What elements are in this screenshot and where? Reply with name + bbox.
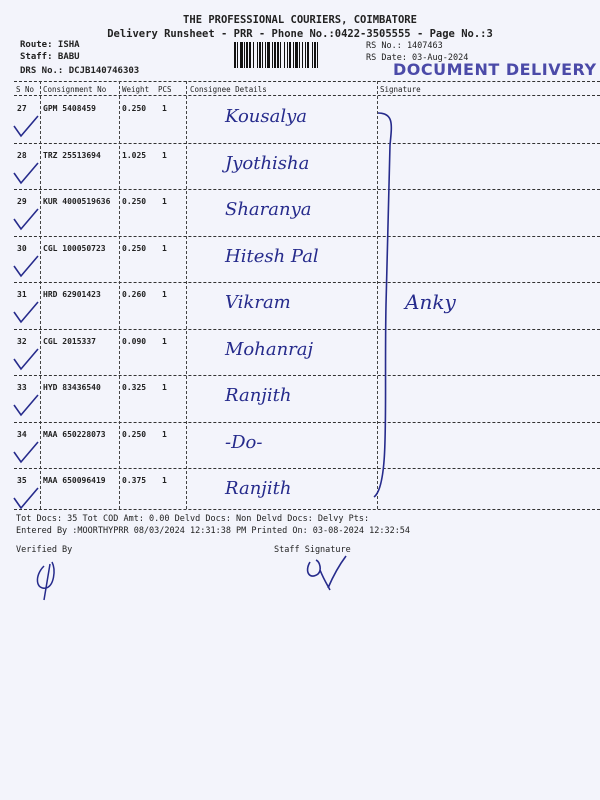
row-consignee-name: Ranjith xyxy=(225,385,292,406)
staff-label: Staff: BABU xyxy=(20,52,80,62)
col-divider xyxy=(186,81,187,509)
staff-signature-label: Staff Signature xyxy=(274,545,351,555)
row-consignee-name: Hitesh Pal xyxy=(225,245,319,267)
row-consignee-name: Sharanya xyxy=(225,199,312,220)
row-consignment-no: MAA 650228073 xyxy=(43,429,106,439)
document-delivery-stamp: DOCUMENT DELIVERY xyxy=(393,60,597,79)
row-sno: 28 xyxy=(17,150,27,160)
row-sno: 32 xyxy=(17,336,27,346)
row-consignment-no: GPM 5408459 xyxy=(43,104,96,113)
barcode-bar xyxy=(318,42,320,68)
row-consignment-no: HRD 62901423 xyxy=(43,290,101,299)
row-weight: 1.025 xyxy=(122,150,147,160)
verifier-signature xyxy=(30,556,70,604)
row-consignee-name: Ranjith xyxy=(225,478,292,499)
row-consignment-no: TRZ 25513694 xyxy=(43,150,101,160)
row-consignee-name: Mohanraj xyxy=(225,338,314,360)
row-weight: 0.325 xyxy=(122,383,147,392)
company-title: THE PROFESSIONAL COURIERS, COIMBATORE xyxy=(183,14,417,26)
row-pcs: 1 xyxy=(162,150,167,160)
tick-icon xyxy=(10,393,42,419)
row-sno: 30 xyxy=(17,243,27,253)
row-pcs: 1 xyxy=(162,197,167,206)
col-divider xyxy=(119,81,120,509)
signature-bracket xyxy=(360,105,410,505)
tick-icon xyxy=(10,440,42,466)
row-pcs: 1 xyxy=(162,336,167,346)
row-pcs: 1 xyxy=(162,290,167,299)
row-separator xyxy=(14,422,600,423)
tick-icon xyxy=(10,161,42,187)
header-bottom-rule xyxy=(14,95,600,96)
col-weight: Weight xyxy=(122,85,150,94)
row-separator xyxy=(14,189,600,190)
row-pcs: 1 xyxy=(162,429,167,439)
row-weight: 0.250 xyxy=(122,104,147,113)
barcode xyxy=(234,42,362,68)
tick-icon xyxy=(10,254,42,280)
col-signature: Signature xyxy=(380,85,421,94)
tick-icon xyxy=(10,300,42,326)
row-sno: 31 xyxy=(17,290,27,299)
row-sno: 35 xyxy=(17,476,27,485)
col-sno: S No xyxy=(16,85,35,94)
receiver-signature: Anky xyxy=(405,290,456,314)
row-separator xyxy=(14,468,600,469)
col-pcs: PCS xyxy=(158,85,172,94)
header-top-rule xyxy=(14,81,600,82)
row-weight: 0.090 xyxy=(122,336,147,346)
staff-signature xyxy=(300,550,352,596)
row-sno: 34 xyxy=(17,429,27,439)
row-pcs: 1 xyxy=(162,476,167,485)
col-consignment: Consignment No xyxy=(43,85,107,94)
footer-rule xyxy=(14,509,600,510)
row-weight: 0.250 xyxy=(122,197,147,206)
row-weight: 0.260 xyxy=(122,290,147,299)
row-weight: 0.375 xyxy=(122,476,147,485)
col-consignee: Consignee Details xyxy=(190,85,267,94)
route-label: Route: ISHA xyxy=(20,40,80,50)
runsheet-subtitle: Delivery Runsheet - PRR - Phone No.:0422-3505555 - Page No.:3 xyxy=(107,28,493,40)
tick-icon xyxy=(10,114,42,140)
row-separator xyxy=(14,329,600,330)
row-pcs: 1 xyxy=(162,383,167,392)
row-consignment-no: KUR 4000519636 xyxy=(43,197,111,206)
row-weight: 0.250 xyxy=(122,429,147,439)
row-pcs: 1 xyxy=(162,243,167,253)
row-sno: 29 xyxy=(17,197,27,206)
row-sno: 33 xyxy=(17,383,27,392)
row-consignment-no: CGL 100050723 xyxy=(43,243,106,253)
drs-number: DRS No.: DCJB140746303 xyxy=(20,66,140,76)
row-pcs: 1 xyxy=(162,104,167,113)
tick-icon xyxy=(10,347,42,373)
row-consignee-name: Jyothisha xyxy=(225,152,310,174)
row-separator xyxy=(14,236,600,237)
row-sno: 27 xyxy=(17,104,27,113)
entered-by-line: Entered By :MOORTHYPRR 08/03/2024 12:31:38 PM Printed On: 03-08-2024 12:32:54 xyxy=(16,526,411,536)
row-consignee-name: -Do- xyxy=(225,431,263,453)
row-separator xyxy=(14,375,600,376)
row-consignment-no: MAA 650096419 xyxy=(43,476,106,485)
row-separator xyxy=(14,143,600,144)
row-consignee-name: Kousalya xyxy=(225,106,308,127)
rs-date: RS Date: 03-Aug-2024 xyxy=(366,53,469,63)
verified-by-label: Verified By xyxy=(16,545,73,555)
row-separator xyxy=(14,282,600,283)
totals-line: Tot Docs: 35 Tot COD Amt: 0.00 Delvd Docs: Non Delvd Docs: Delvy Pts: xyxy=(16,514,370,524)
row-weight: 0.250 xyxy=(122,243,147,253)
row-consignment-no: CGL 2015337 xyxy=(43,336,96,346)
row-consignment-no: HYD 83436540 xyxy=(43,383,101,392)
tick-icon xyxy=(10,207,42,233)
row-consignee-name: Vikram xyxy=(225,292,291,313)
rs-number: RS No.: 1407463 xyxy=(366,41,443,51)
